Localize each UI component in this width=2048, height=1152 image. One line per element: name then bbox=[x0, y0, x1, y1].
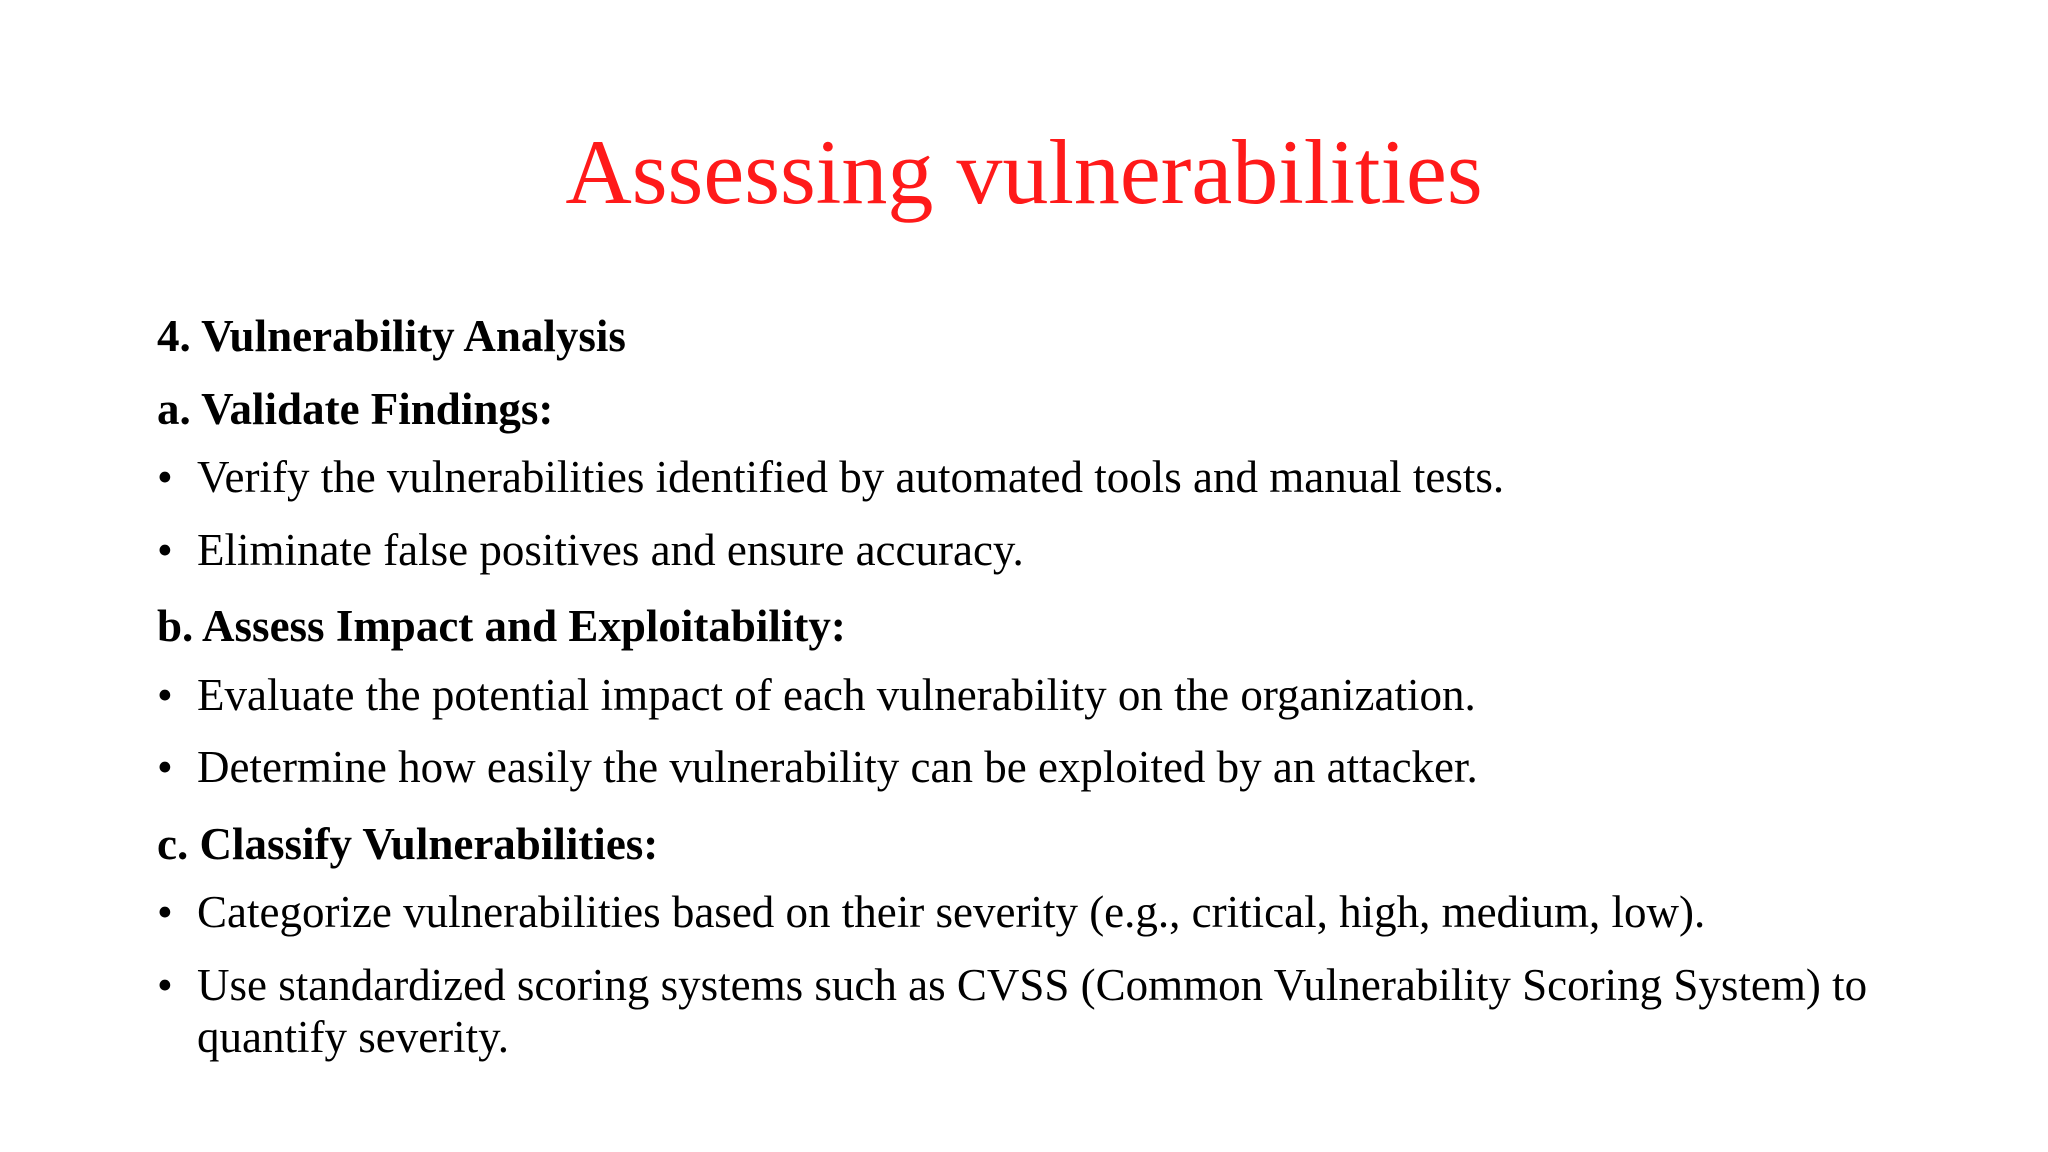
subheading-classify-vulnerabilities: c. Classify Vulnerabilities: bbox=[157, 818, 659, 869]
bullet-item bbox=[157, 669, 1957, 721]
subheading-validate-findings: a. Validate Findings: bbox=[157, 383, 554, 434]
bullet-item bbox=[157, 741, 1957, 793]
bullet-text: Evaluate the potential impact of each vulnerability on the organization. bbox=[197, 669, 1476, 720]
bullet-text: Eliminate false positives and ensure accuracy. bbox=[197, 524, 1024, 575]
bullet-text: Verify the vulnerabilities identified by automated tools and manual tests. bbox=[197, 452, 1505, 502]
bullet-text: Categorize vulnerabilities based on their severity (e.g., critical, high, medium, low). bbox=[197, 887, 1706, 937]
bullet-icon: • bbox=[157, 959, 173, 1010]
subheading-assess-impact: b. Assess Impact and Exploitability: bbox=[157, 601, 846, 651]
slide-title: Assessing vulnerabilities bbox=[565, 121, 1483, 223]
bullet-icon: • bbox=[157, 887, 173, 937]
bullet-item bbox=[157, 451, 1957, 503]
section-heading-analysis: 4. Vulnerability Analysis bbox=[157, 311, 626, 361]
bullet-icon: • bbox=[157, 524, 173, 575]
bullet-icon: • bbox=[157, 742, 173, 792]
slide-body bbox=[157, 306, 1957, 1083]
bullet-item bbox=[157, 524, 1957, 576]
bullet-icon: • bbox=[157, 452, 173, 502]
bullet-icon: • bbox=[157, 669, 173, 720]
bullet-item bbox=[157, 959, 1977, 1063]
bullet-item bbox=[157, 886, 1957, 938]
bullet-text: Determine how easily the vulnerability can be exploited by an attacker. bbox=[197, 742, 1478, 792]
bullet-text: Use standardized scoring systems such as CVSS (Common Vulnerability Scoring System) to quantify severity. bbox=[197, 959, 1868, 1062]
